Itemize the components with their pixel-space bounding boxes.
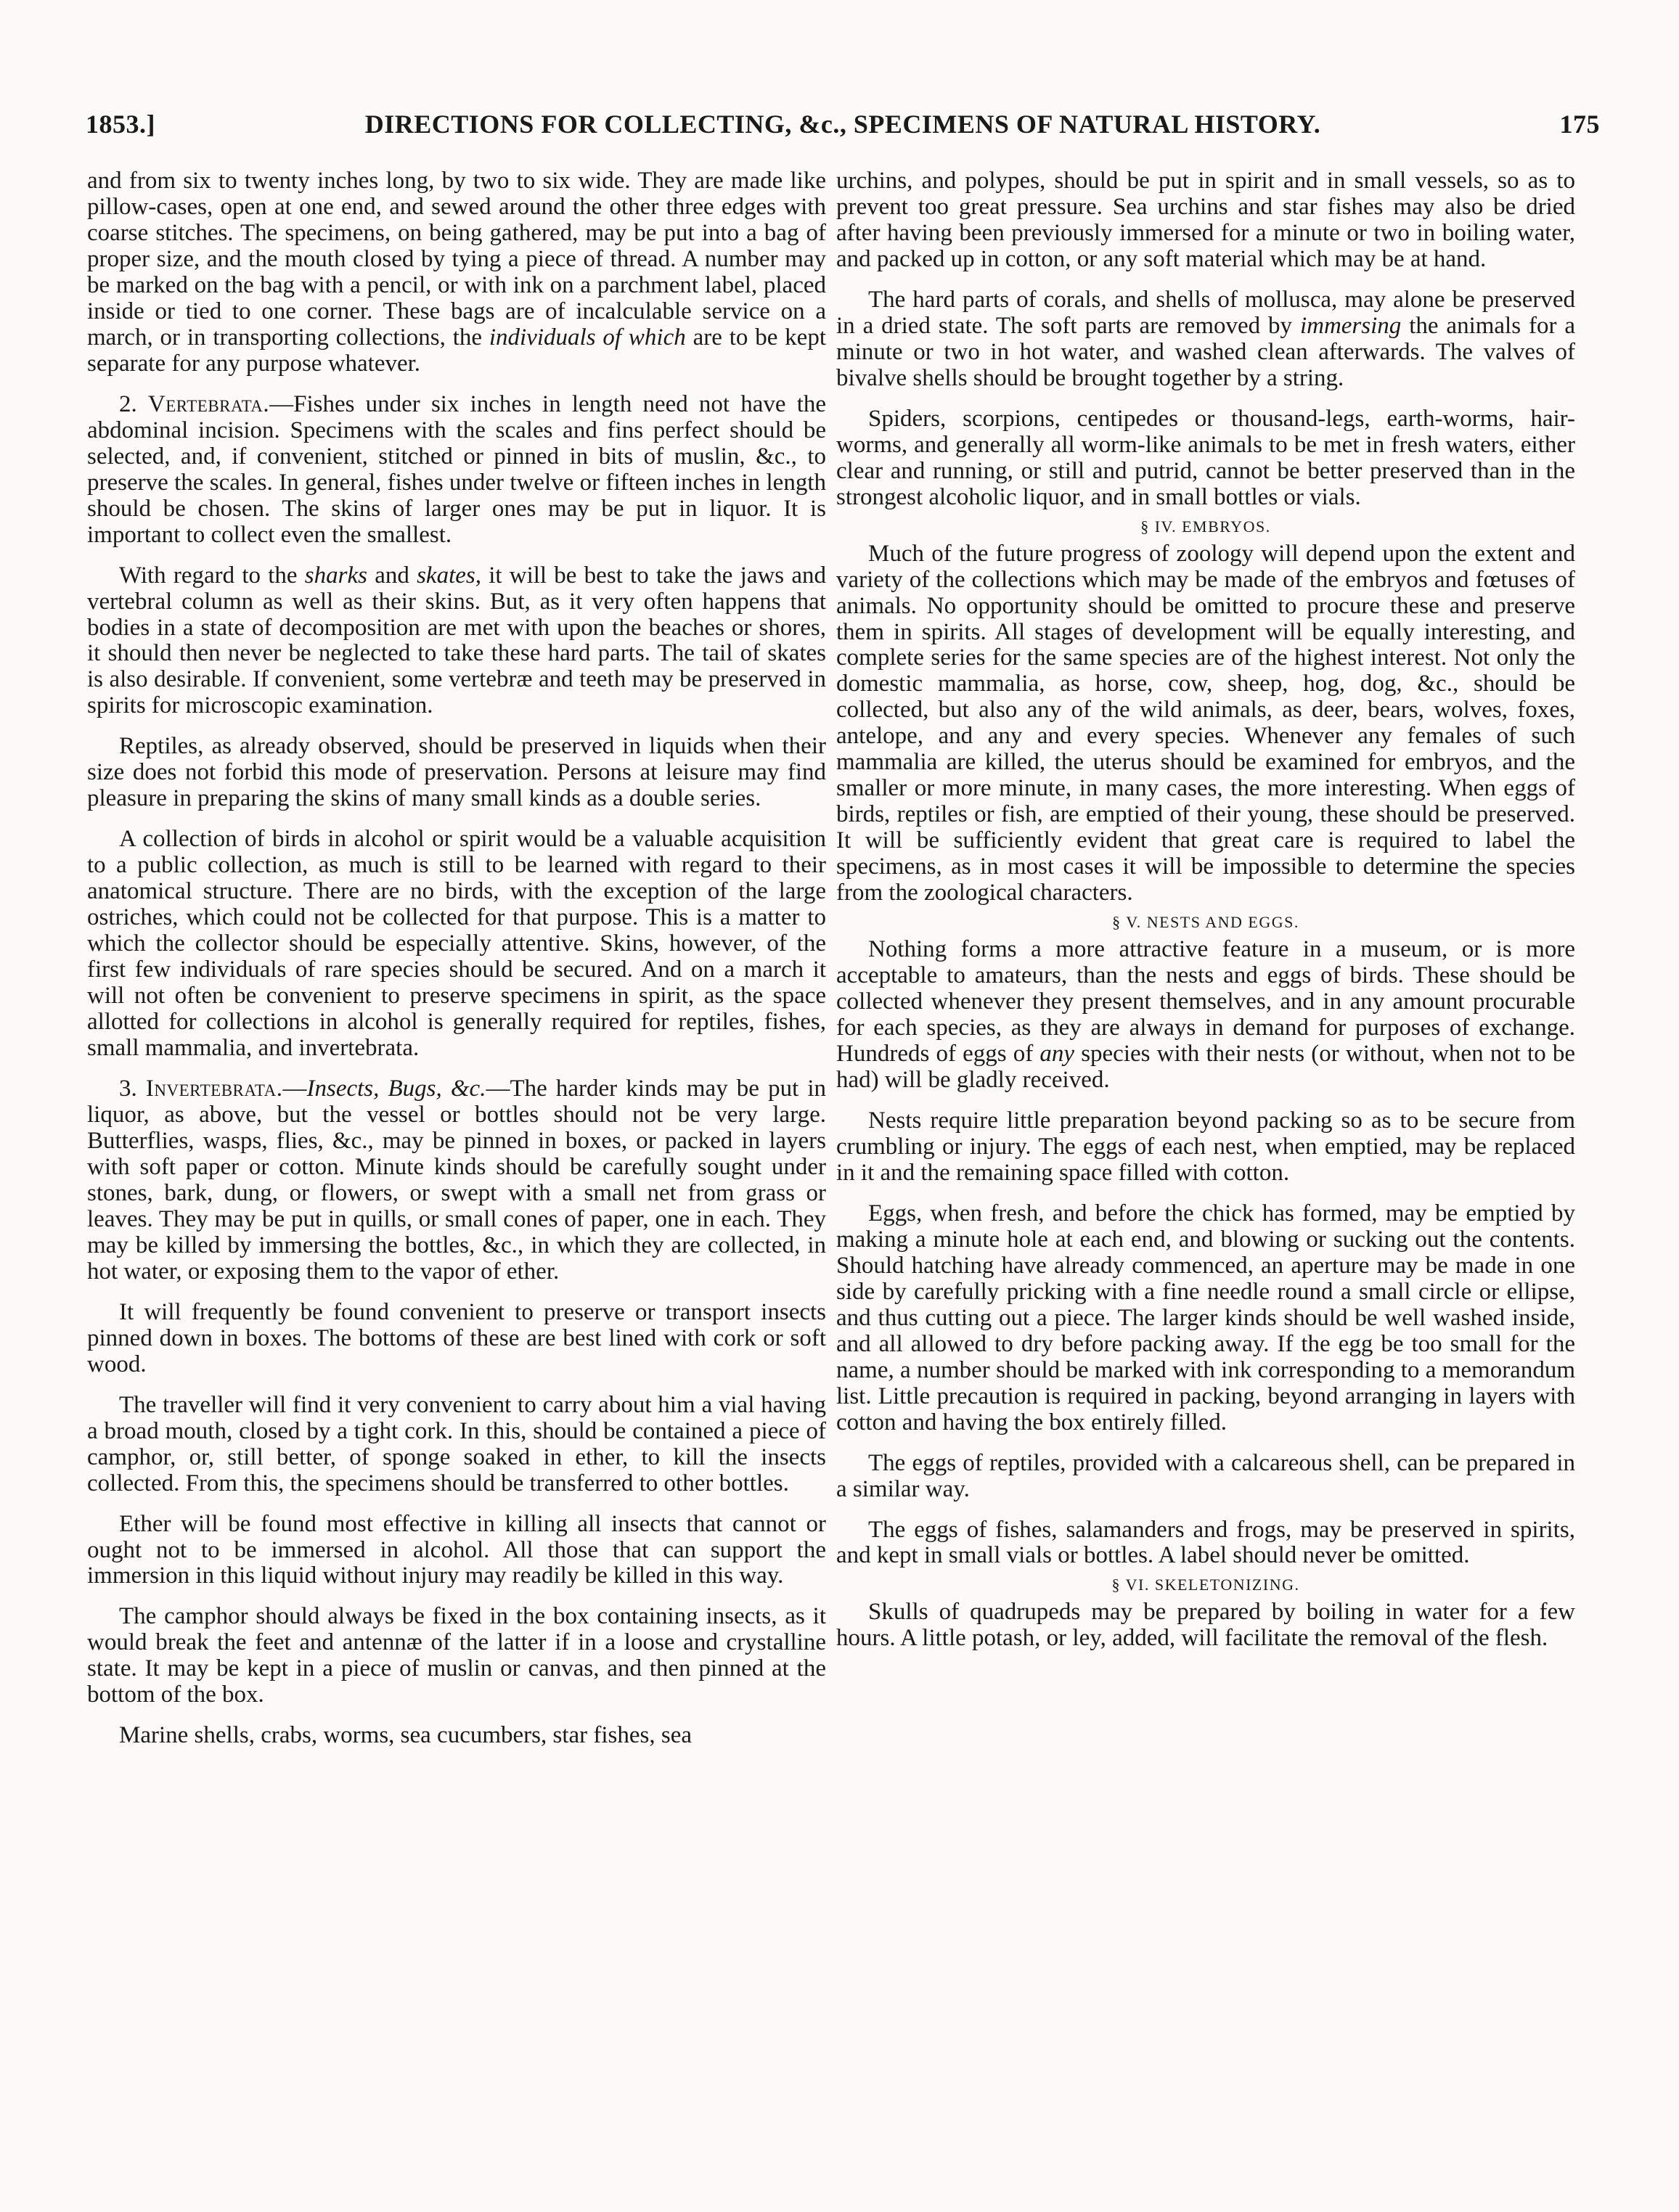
paragraph: Reptiles, as already observed, should be preserved in liquids when their size does not forbid this mode of preservation. Persons at leisure may find pleasure in preparing the skins of many small kinds as a double series. [87, 733, 826, 812]
section-heading: Invertebrata. [145, 1076, 283, 1102]
paragraph: Spiders, scorpions, centipedes or thousand-legs, earth-worms, hair-worms, and generally all worm-like animals to be met in fresh waters, either clear and running, or still and putrid, cannot be better preserved than in the strongest alcoholic liquor, and in small bottles or vials. [836, 405, 1575, 510]
section-heading: Vertebrata. [147, 390, 270, 417]
left-column [87, 168, 826, 1764]
header-year: 1853.] [86, 110, 155, 139]
paragraph-vertebrata: 2. Vertebrata.—Fishes under six inches in length need not have the abdominal incision. Specimens with the scales and fins perfect should be selected, and, if convenient, stitched or pinned in bits of muslin, &c., to preserve the scales. In general, fishes under twelve or fifteen inches in length should be chosen. The skins of larger ones may be put in liquor. It is important to collect even the smallest. [87, 390, 827, 548]
paragraph: The eggs of fishes, salamanders and frogs, may be preserved in spirits, and kept in small vials or bottles. A label should never be omitted. [836, 1516, 1575, 1569]
paragraph-invertebrata: 3. Invertebrata.—Insects, Bugs, &c.—The harder kinds may be put in liquor, as above, but the vessel or bottles should not be very large. Butterflies, wasps, flies, &c., may be pinned in boxes, or packed in layers with soft paper or cotton. Minute kinds should be carefully sought under stones, bark, dung, or flowers, or swept with a small net from grass or leaves. They may be put in quills, or small cones of paper, one in each. They may be killed by immersing the bottles, &c., in which they are collected, in hot water, or exposing them to the vapor of ether. [87, 1076, 827, 1285]
paragraph: It will frequently be found convenient to preserve or transport insects pinned down in boxes. The bottoms of these are best lined with cork or soft wood. [87, 1298, 826, 1377]
paragraph: A collection of birds in alcohol or spirit would be a valuable acquisition to a public collection, as much is still to be learned with regard to their anatomical structure. There are no birds, with the exception of the large ostriches, which could not be collected for that purpose. This is a matter to which the collector should be especially attentive. Skins, however, of the first few individuals of rare species should be secured. And on a march it will not often be convenient to preserve specimens in spirit, as the space allotted for collections in alcohol is generally required for reptiles, fishes, small mammalia, and invertebrata. [87, 826, 826, 1062]
paragraph: Much of the future progress of zoology will depend upon the extent and variety of the collections which may be made of the embryos and fœtuses of animals. No opportunity should be omitted to procure these and preserve them in spirits. All stages of development will be equally interesting, and complete series for the same species are of the highest interest. Not only the domestic mammalia, as horse, cow, sheep, hog, dog, &c., should be collected, but also any of the wild animals, as deer, bears, wolves, foxes, antelope, and any and every species. Whenever any females of such mammalia are killed, the uterus should be examined for embryos, and the smaller or more minute, in many cases, the more interesting. When eggs of birds, reptiles or fish, are emptied of their young, these should be preserved. It will be sufficiently evident that great care is required to label the specimens, as in most cases it will be impossible to determine the species from the zoological characters. [836, 540, 1575, 906]
header-title: DIRECTIONS FOR COLLECTING, &c., SPECIMENS OF NATURAL HISTORY. [364, 110, 1321, 139]
running-header [86, 109, 1600, 142]
paragraph: The camphor should always be fixed in the box containing insects, as it would break the feet and antennæ of the latter if in a loose and crystalline state. It may be kept in a piece of muslin or canvas, and then pinned at the bottom of the box. [87, 1603, 826, 1708]
section-heading-nests-and-eggs: § V. NESTS AND EGGS. [1112, 913, 1299, 932]
right-column [836, 168, 1575, 1666]
section-heading-embryos: § IV. EMBRYOS. [1140, 517, 1271, 536]
paragraph: The eggs of reptiles, provided with a calcareous shell, can be prepared in a similar way. [836, 1449, 1575, 1502]
paragraph: With regard to the sharks and skates, it will be best to take the jaws and vertebral column as well as their skins. But, as it very often happens that bodies in a state of decomposition are met with upon the beaches or shores, it should then never be neglected to take these hard parts. The tail of skates is also desirable. If convenient, some vertebræ and teeth may be preserved in spirits for microscopic examination. [87, 562, 827, 719]
section-heading-skeletonizing: § VI. SKELETONIZING. [1111, 1576, 1300, 1594]
paragraph: The hard parts of corals, and shells of mollusca, may alone be preserved in a dried state. The soft parts are removed by immersing the animals for a minute or two in hot water, and washed clean afterwards. The valves of bivalve shells should be brought together by a string. [836, 286, 1575, 391]
paragraph: Marine shells, crabs, worms, sea cucumbers, star fishes, sea [119, 1722, 693, 1749]
paragraph: Eggs, when fresh, and before the chick has formed, may be emptied by making a minute hole at each end, and blowing or sucking out the contents. Should hatching have already commenced, an aperture may be made in one side by carefully pricking with a fine needle round a small circle or ellipse, and thus cutting out a piece. The larger kinds should be well washed inside, and all allowed to dry before packing away. If the egg be too small for the name, a number should be marked with ink corresponding to a memorandum list. Little precaution is required in packing, beyond arranging in layers with cotton and having the box entirely filled. [836, 1200, 1575, 1435]
paragraph: and from six to twenty inches long, by two to six wide. They are made like pillow-cases, open at one end, and sewed around the other three edges with coarse stitches. The specimens, on being gathered, may be put into a bag of proper size, and the mouth closed by tying a piece of thread. A number may be marked on the bag with a pencil, or with ink on a parchment label, placed inside or tied to one corner. These bags are of incalculable service on a march, or in transporting collections, the individuals of which are to be kept separate for any purpose whatever. [87, 168, 826, 377]
paragraph: urchins, and polypes, should be put in spirit and in small vessels, so as to prevent too great pressure. Sea urchins and star fishes may also be dried after having been previously immersed for a minute or two in boiling water, and packed up in cotton, or any soft material which may be at hand. [836, 168, 1575, 272]
paragraph: The traveller will find it very convenient to carry about him a vial having a broad mouth, closed by a tight cork. In this, should be contained a piece of camphor, or, still better, of sponge soaked in ether, to kill the insects collected. From this, the specimens should be transferred to other bottles. [87, 1391, 826, 1496]
paragraph: Skulls of quadrupeds may be prepared by boiling in water for a few hours. A little potash, or ley, added, will facilitate the removal of the flesh. [836, 1599, 1575, 1652]
paragraph: Ether will be found most effective in killing all insects that cannot or ought not to be immersed in alcohol. All those that can support the immersion in this liquid without injury may readily be killed in this way. [87, 1510, 826, 1589]
paragraph: Nests require little preparation beyond packing so as to be secure from crumbling or injury. The eggs of each nest, when emptied, may be replaced in it and the remaining space filled with cotton. [836, 1107, 1575, 1186]
page-number: 175 [1559, 110, 1600, 139]
paragraph: Nothing forms a more attractive feature in a museum, or is more acceptable to amateurs, than the nests and eggs of birds. These should be collected whenever they present themselves, and in any amount procurable for each species, as they are always in demand for purposes of exchange. Hundreds of eggs of any species with their nests (or without, when not to be had) will be gladly received. [836, 936, 1576, 1093]
